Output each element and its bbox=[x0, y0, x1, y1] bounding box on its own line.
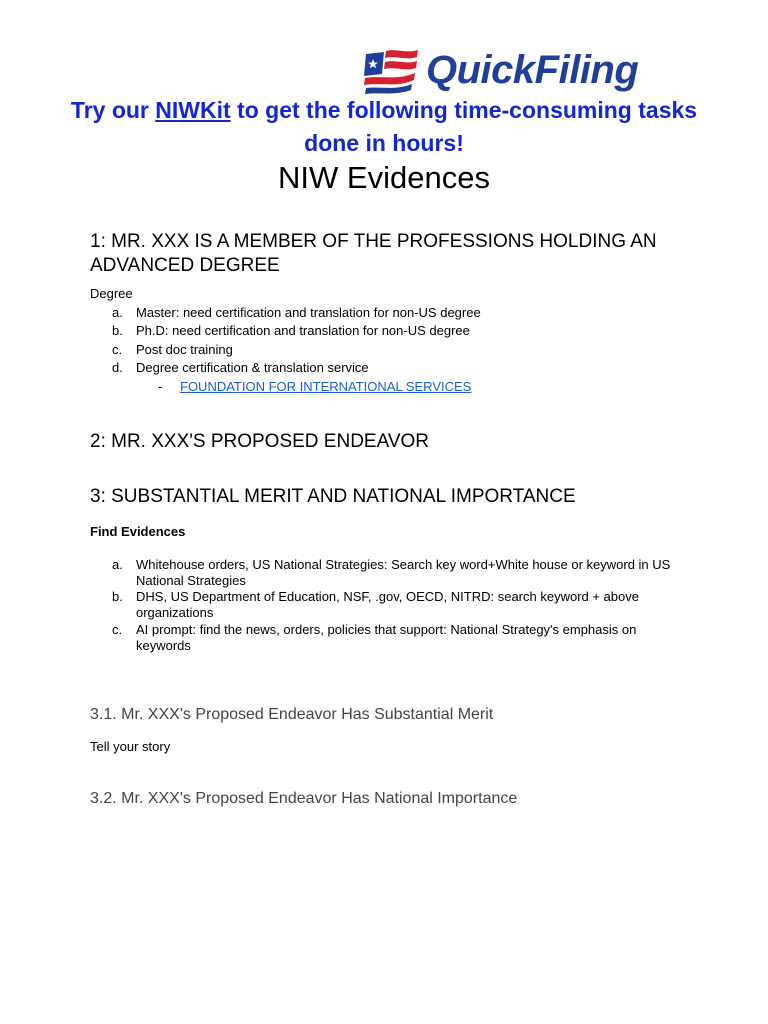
list-marker: b. bbox=[112, 589, 123, 604]
section-3-heading: 3: SUBSTANTIAL MERIT AND NATIONAL IMPORTANCE bbox=[90, 486, 576, 507]
list-text: Degree certification & translation service bbox=[136, 360, 369, 375]
list-text: AI prompt: find the news, orders, policies that support: National Strategy's emphasis on keywords bbox=[136, 622, 637, 653]
list-text: DHS, US Department of Education, NSF, .gov, OECD, NITRD: search keyword + above organizations bbox=[136, 589, 639, 620]
degree-label: Degree bbox=[90, 286, 133, 301]
section-2-heading: 2: MR. XXX'S PROPOSED ENDEAVOR bbox=[90, 431, 430, 452]
find-evidences-label: Find Evidences bbox=[90, 524, 186, 539]
fis-link[interactable]: FOUNDATION FOR INTERNATIONAL SERVICES bbox=[180, 379, 472, 394]
list-text: Master: need certification and translation for non-US degree bbox=[136, 305, 481, 320]
list-marker: c. bbox=[112, 622, 123, 637]
us-flag-icon bbox=[362, 46, 420, 94]
quickfiling-logo[interactable] bbox=[362, 44, 638, 96]
list-marker: a. bbox=[112, 557, 123, 572]
section-3-1-body: Tell your story bbox=[90, 739, 171, 754]
list-marker: a. bbox=[112, 305, 123, 320]
logo-text: QuickFiling bbox=[426, 48, 639, 92]
list-marker: b. bbox=[112, 323, 123, 338]
promo-banner bbox=[70, 94, 698, 160]
section-3-1-heading: 3.1. Mr. XXX's Proposed Endeavor Has Substantial Merit bbox=[90, 706, 494, 723]
list-marker: d. bbox=[112, 360, 123, 375]
list-text: Ph.D: need certification and translation for non-US degree bbox=[136, 323, 470, 338]
list-text: Whitehouse orders, US National Strategies: Search key word+White house or keyword in US National Strategies bbox=[136, 557, 671, 588]
niwkit-link[interactable]: NIWKit bbox=[155, 97, 231, 123]
list-marker: - bbox=[158, 379, 163, 394]
promo-suffix: to get the following time-consuming tasks done in hours! bbox=[237, 97, 698, 156]
document-title: NIW Evidences bbox=[278, 160, 490, 195]
promo-prefix: Try our bbox=[70, 97, 149, 123]
list-text: Post doc training bbox=[136, 342, 233, 357]
section-3-2-heading: 3.2. Mr. XXX's Proposed Endeavor Has National Importance bbox=[90, 790, 518, 807]
section-1-heading: 1: MR. XXX IS A MEMBER OF THE PROFESSIONS HOLDING AN ADVANCED DEGREE bbox=[90, 231, 657, 276]
list-marker: c. bbox=[112, 342, 123, 357]
